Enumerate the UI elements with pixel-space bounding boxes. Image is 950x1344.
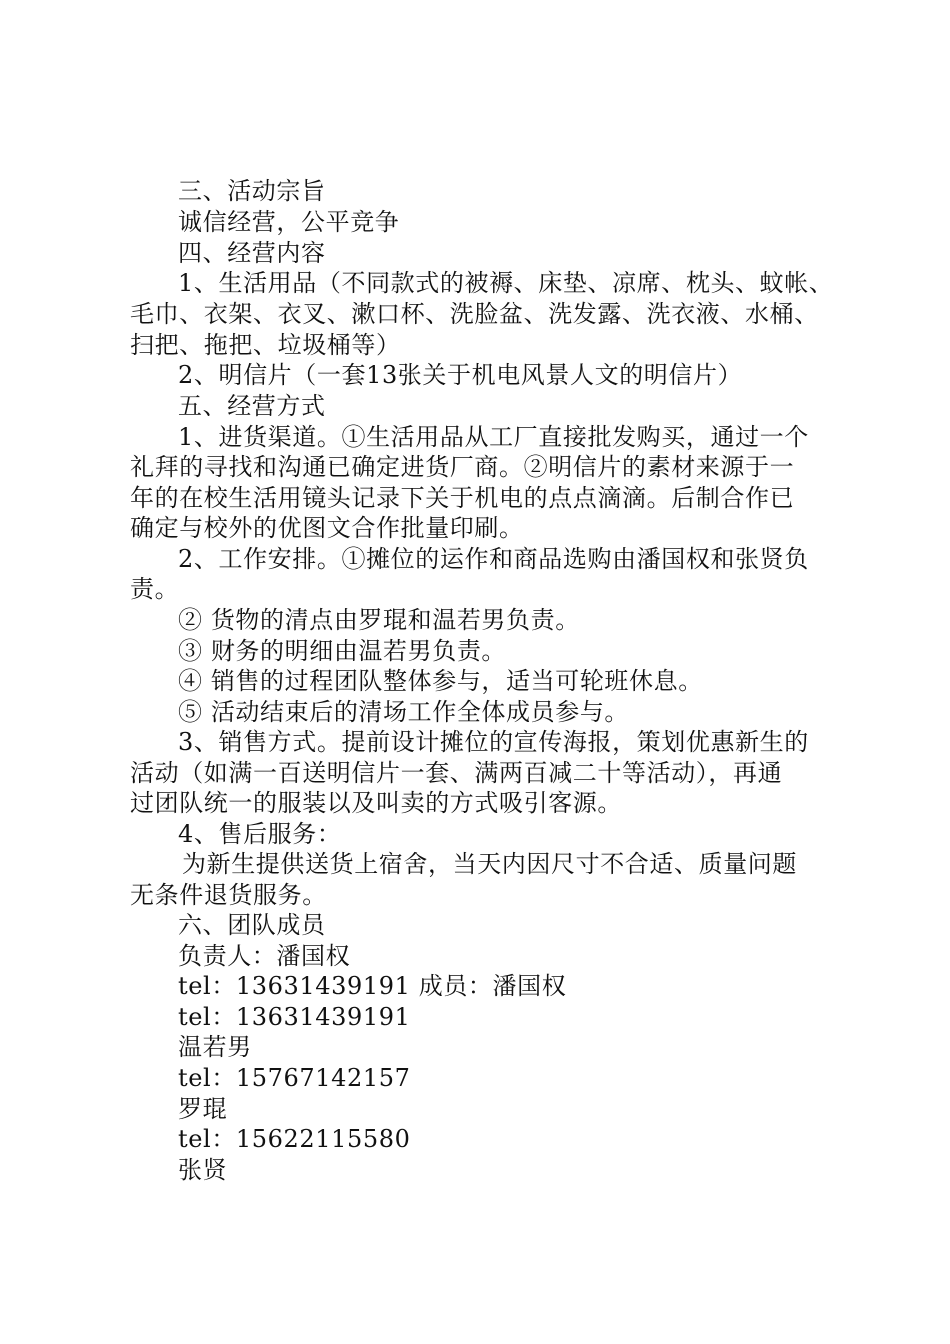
list-item: ④ 销售的过程团队整体参与，适当可轮班休息。 — [178, 667, 703, 695]
paragraph-line: 罗琨 — [178, 1095, 228, 1123]
paragraph-line: 年的在校生活用镜头记录下关于机电的点点滴滴。后制合作已 — [130, 484, 795, 512]
paragraph-line: 无条件退货服务。 — [130, 881, 327, 909]
paragraph-line: 3、销售方式。提前设计摊位的宣传海报，策划优惠新生的 — [178, 728, 809, 756]
paragraph-line: tel：15767142157 — [178, 1064, 411, 1092]
paragraph-line: 责。 — [130, 575, 180, 603]
paragraph-line: 诚信经营，公平竞争 — [178, 208, 400, 236]
paragraph-line: 负责人：潘国权 — [178, 942, 351, 970]
list-item: ② 货物的清点由罗琨和温若男负责。 — [178, 606, 580, 634]
paragraph-line: 2、工作安排。①摊位的运作和商品选购由潘国权和张贤负 — [178, 545, 809, 573]
paragraph-line: tel：13631439191 — [178, 1003, 411, 1031]
paragraph-line: 张贤 — [178, 1156, 228, 1184]
paragraph-line: 活动（如满一百送明信片一套、满两百减二十等活动），再通 — [130, 759, 783, 787]
paragraph-line: 为新生提供送货上宿舍，当天内因尺寸不合适、质量问题 — [182, 850, 797, 878]
paragraph-line: tel：15622115580 — [178, 1125, 411, 1153]
paragraph-line: 过团队统一的服装以及叫卖的方式吸引客源。 — [130, 789, 622, 817]
section-heading-purpose: 三、活动宗旨 — [178, 177, 326, 205]
paragraph-line: tel：13631439191 成员：潘国权 — [178, 972, 567, 1000]
paragraph-line: 礼拜的寻找和沟通已确定进货厂商。②明信片的素材来源于一 — [130, 453, 795, 481]
paragraph-line: 毛巾、衣架、衣叉、漱口杯、洗脸盆、洗发露、洗衣液、水桶、 — [130, 300, 819, 328]
list-item: ⑤ 活动结束后的清场工作全体成员参与。 — [178, 698, 630, 726]
paragraph-line: 1、生活用品（不同款式的被褥、床垫、凉席、枕头、蚊帐、 — [178, 269, 834, 297]
paragraph-line: 1、进货渠道。①生活用品从工厂直接批发购买，通过一个 — [178, 423, 809, 451]
paragraph-line: 2、明信片（一套13张关于机电风景人文的明信片） — [178, 361, 743, 389]
paragraph-line: 扫把、拖把、垃圾桶等） — [130, 331, 401, 359]
paragraph-line: 温若男 — [178, 1033, 252, 1061]
section-heading-team: 六、团队成员 — [178, 911, 326, 939]
list-item: ③ 财务的明细由温若男负责。 — [178, 637, 507, 665]
section-heading-method: 五、经营方式 — [178, 392, 326, 420]
paragraph-line: 确定与校外的优图文合作批量印刷。 — [130, 514, 524, 542]
paragraph-line: 4、售后服务： — [178, 820, 342, 848]
section-heading-content: 四、经营内容 — [178, 239, 326, 267]
